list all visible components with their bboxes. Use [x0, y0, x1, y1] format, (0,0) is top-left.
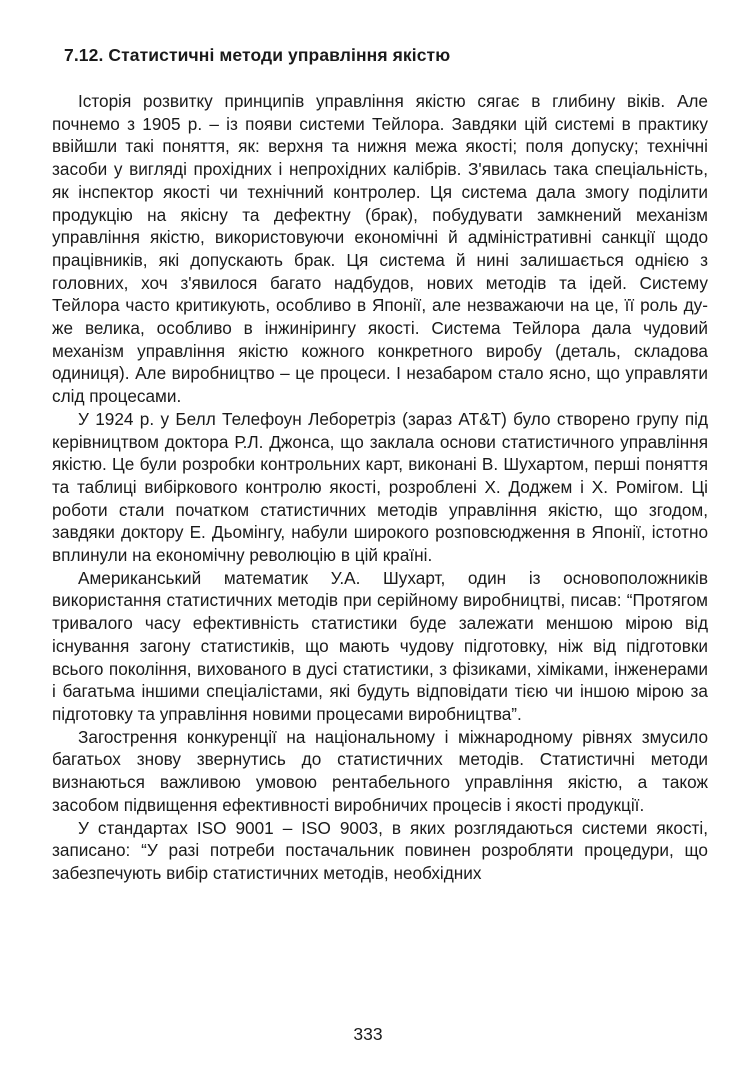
page-number: 333: [353, 1024, 383, 1044]
page-content: [52, 44, 708, 885]
paragraph-taylor-system: Історія розвитку принципів управління якістю сягає в глибину віків. Але почнемо з 1905 р. – із появи системи Тейлора. Завдяки цій системі в практику ввійшли такі поняття, як: верхня та нижня межа якості; поля допуску; технічні засоби у вигляді прохідних і непрохідних калібрів. З'явилась така спеціальність, як інспектор якості чи технічний контролер. Ця система дала змогу поділити продукцію на якісну та дефектну (брак), побудувати замкнений механізм управління якістю, використовуючи економічні й адміністративні санкції щодо працівників, які допускають брак. Ця система й нині залишається однією з головних, хоч з'явилося багато надбудов, нових методів та ідей. Систему Тейлора часто критикують, особливо в Японії, але незважаючи на це, її роль дуже велика, особливо в інжинірингу якості. Система Тейлора дала чудовий механізм управління якістю кожного конкретного виробу (деталь, складова одиниця). Але виробництво – це процеси. І незабаром стало ясно, що управляти слід процесами.: [52, 91, 708, 407]
paragraph-iso-standards: У стандартах ISO 9001 – ISO 9003, в яких розглядаються системи якості, записано: “У разі потреби постачальник повинен розробляти процедури, що забезпечують вибір статистичних методів, необхідних: [52, 817, 708, 883]
section-title: 7.12. Статистичні методи управління якістю: [64, 45, 451, 65]
paragraph-bell-labs: У 1924 р. у Белл Телефоун Леборетріз (зараз AT&T) було створено групу під керівництвом доктора Р.Л. Джонса, що заклала основи статистичного управління якістю. Це були розробки контрольних карт, виконані В. Шухартом, перші поняття та таблиці вибіркового контролю якості, розроблені Х. Доджем і Х. Ромігом. Ці роботи стали початком статистичних методів управління якістю, що згодом, завдяки доктору Е. Дьомінгу, набули широкого розповсюдження в Японії, істотно вплинули на економічну революцію в цій країні.: [52, 408, 708, 566]
paragraph-competition: Загострення конкуренції на національному і міжнародному рівнях змусило багатьох знову звернутись до статистичних методів. Статистичні методи визнаються важливою умовою рентабельного управління якістю, а також засобом підвищення ефективності виробничих процесів і якості продукції.: [52, 726, 708, 815]
paragraph-shewhart-quote: Американський математик У.А. Шухарт, один із основоположників використання статистичних методів при серійному виробництві, писав: “Протягом тривалого часу ефективність статистики буде залежати меншою мірою від існування загону статистиків, що мають чудову підготовку, ніж від підготовки всього покоління, вихованого в дусі статистики, з фізиками, хіміками, інженерами і багатьма іншими спеціалістами, які будуть відповідати тією чи іншою мірою за підготовку та управління новими процесами виробництва”.: [52, 567, 708, 724]
